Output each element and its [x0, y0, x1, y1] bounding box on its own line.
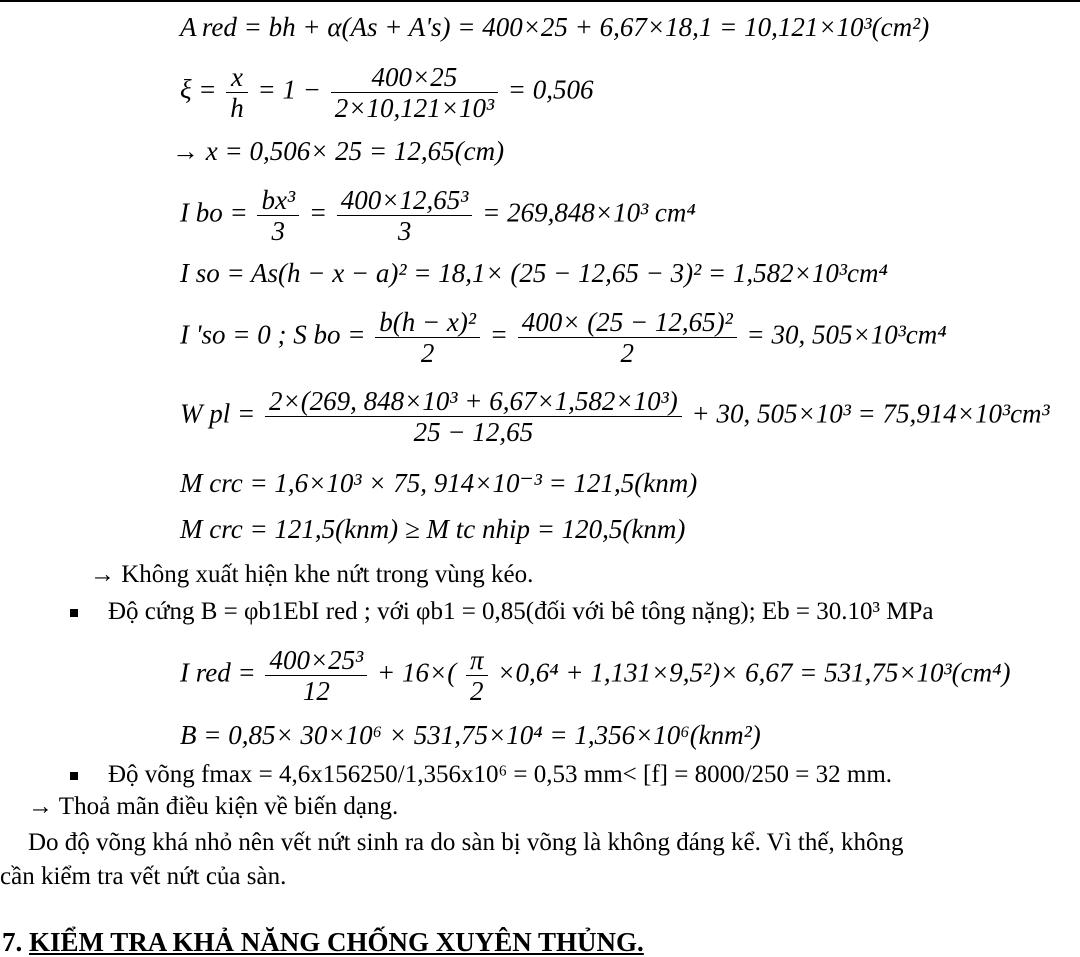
equation-x: → x = 0,506× 25 = 12,65(cm) [172, 136, 505, 166]
sbo-lhs: I 'so = 0 ; S bo = [180, 319, 366, 350]
equation-wpl [180, 386, 1050, 447]
wpl-lhs: W pl = [180, 398, 256, 429]
fraction-xi-value [331, 62, 498, 123]
xi-mid: = 1 − [257, 74, 321, 105]
frac-num: bx³ [257, 185, 299, 216]
paragraph-line-1: Do độ võng khá nhỏ nên vết nứt sinh ra do sàn bị võng là không đáng kể. Vì thế, không [28, 829, 904, 856]
frac-num: 400×12,65³ [337, 185, 473, 216]
frac-num: 400×25³ [265, 645, 367, 676]
frac-num: x [226, 62, 248, 93]
wpl-rhs: + 30, 505×10³ = 75,914×10³cm³ [691, 398, 1050, 429]
frac-den: 12 [302, 676, 330, 706]
heading-text: KIỂM TRA KHẢ NĂNG CHỐNG XUYÊN THỦNG. [29, 927, 644, 957]
frac-den: 2 [469, 676, 484, 706]
equation-iso: I so = As(h − x − a)² = 18,1× (25 − 12,65 − 3)² = 1,582×10³cm⁴ [180, 258, 888, 288]
equation-mcrc-1: M crc = 1,6×10³ × 75, 914×10⁻³ = 121,5(knm) [180, 468, 698, 498]
fraction-x-over-h [226, 62, 248, 123]
ibo-rhs: = 269,848×10³ cm⁴ [482, 197, 696, 228]
stiffness-bullet [70, 597, 934, 627]
ired-mid: + 16×( [377, 657, 457, 688]
section-heading [2, 927, 644, 957]
ired-rhs: ×0,6⁴ + 1,131×9,5²)× 6,67 = 531,75×10³(cm⁴) [497, 657, 1011, 688]
sbo-eq: = [489, 319, 508, 350]
fraction-ibo-value [337, 185, 473, 246]
equation-mcrc-2: M crc = 121,5(knm) ≥ M tc nhip = 120,5(knm) [180, 514, 686, 544]
top-rule [0, 0, 1080, 2]
frac-den: 2 [420, 338, 435, 368]
frac-den: 2 [620, 338, 634, 368]
bullet-square-icon [70, 772, 78, 780]
xi-lhs: ξ = [180, 74, 217, 105]
frac-den: 3 [271, 216, 286, 246]
deflection-text: Độ võng fmax = 4,6x156250/1,356x10⁶ = 0,53 mm< [f] = 8000/250 = 32 mm. [108, 761, 893, 788]
deflection-bullet [70, 760, 892, 790]
fraction-bx3-over-3 [257, 185, 299, 246]
equation-sbo [180, 307, 947, 368]
heading-number: 7. [2, 927, 23, 957]
equation-b: B = 0,85× 30×10⁶ × 531,75×10⁴ = 1,356×10⁶(knm²) [180, 720, 761, 750]
bullet-square-icon [70, 609, 78, 617]
fraction-pi-over-2 [466, 645, 488, 706]
ired-lhs: I red = [180, 657, 256, 688]
sbo-rhs: = 30, 505×10³cm⁴ [746, 319, 947, 350]
frac-num: 400×25 [331, 62, 498, 93]
no-crack-conclusion: → Không xuất hiện khe nứt trong vùng kéo. [90, 561, 534, 588]
satisfied-conclusion: → Thoả mãn điều kiện về biến dạng. [28, 793, 399, 820]
equation-xi [180, 62, 594, 123]
stiffness-text: Độ cứng B = φb1EbI red ; với φb1 = 0,85(đối với bê tông nặng); Eb = 30.10³ MPa [108, 598, 934, 625]
frac-num: b(h − x)² [375, 307, 480, 338]
equation-ired [180, 645, 1011, 706]
ibo-eq: = [308, 197, 328, 228]
frac-num: 2×(269, 848×10³ + 6,67×1,582×10³) [265, 386, 682, 417]
equation-ibo [180, 185, 696, 246]
frac-num: π [466, 645, 488, 676]
fraction-sbo-symbolic [375, 307, 480, 368]
frac-den: 3 [397, 216, 412, 246]
fraction-ired-main [265, 645, 367, 706]
frac-den: 25 − 12,65 [413, 417, 534, 447]
paragraph-line-2: cần kiểm tra vết nứt của sàn. [0, 863, 287, 890]
equation-ared: A red = bh + α(As + A's) = 400×25 + 6,67×18,1 = 10,121×10³(cm²) [180, 12, 930, 42]
xi-rhs: = 0,506 [507, 74, 594, 105]
frac-den: 2×10,121×10³ [334, 93, 495, 123]
frac-num: 400× (25 − 12,65)² [518, 307, 737, 338]
fraction-wpl [265, 386, 682, 447]
frac-den: h [230, 93, 244, 123]
fraction-sbo-value [518, 307, 737, 368]
ibo-lhs: I bo = [180, 197, 248, 228]
